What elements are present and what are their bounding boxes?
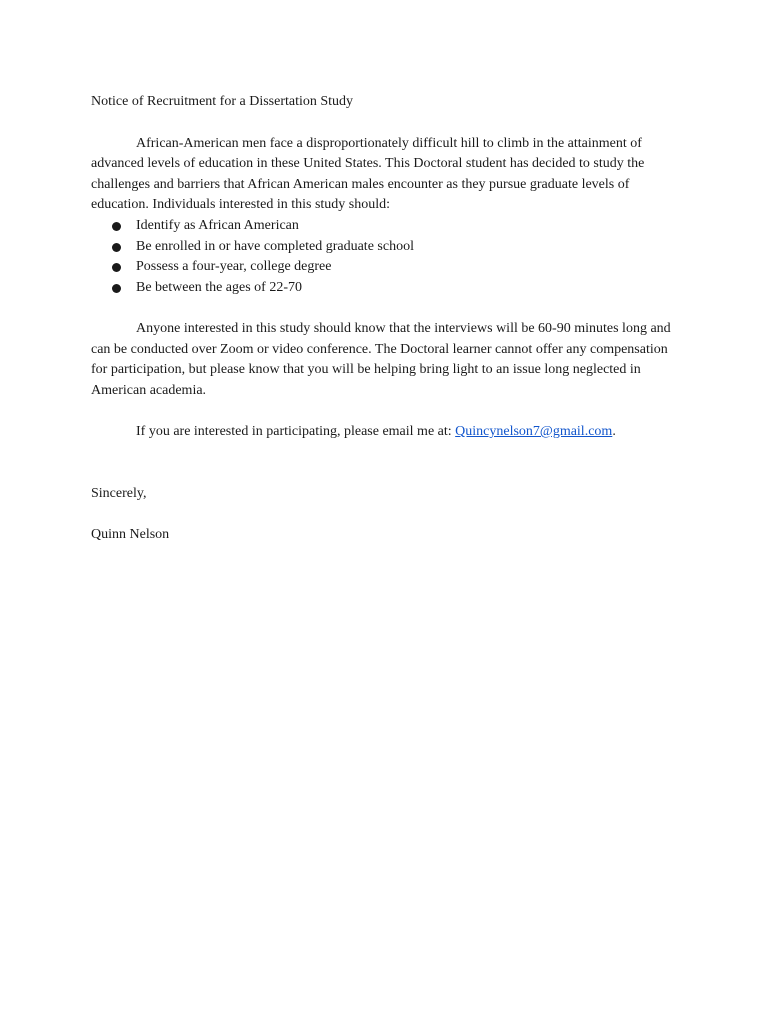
bullet-icon (112, 222, 121, 231)
document-title: Notice of Recruitment for a Dissertation Study (91, 94, 354, 109)
list-item (91, 216, 681, 237)
contact-suffix: . (612, 423, 616, 439)
list-item (91, 278, 681, 299)
list-item (91, 237, 681, 258)
intro-paragraph: African-American men face a disproportionately difficult hill to climb in the attainment of advanced levels of education in these United States. This Doctoral student has decided to study the challenges and barriers that African American males encounter as they pursue graduate levels of education. Individuals interested in this study should: (91, 135, 645, 213)
document-body (91, 92, 681, 545)
list-item-text: Identify as African American (136, 217, 299, 233)
spacer (91, 298, 681, 319)
eligibility-list (91, 216, 681, 298)
list-item-text: Be enrolled in or have completed graduate school (136, 238, 414, 254)
list-item-text: Possess a four-year, college degree (136, 259, 332, 275)
closing-text: Sincerely, (91, 485, 147, 501)
contact-prefix: If you are interested in participating, please email me at: (136, 423, 456, 439)
contact-paragraph (91, 422, 681, 443)
bullet-icon (112, 263, 121, 272)
spacer (91, 443, 681, 484)
details-paragraph: Anyone interested in this study should know that the interviews will be 60-90 minutes long and can be conducted over Zoom or video conference. The Doctoral learner cannot offer any compensation for participation, but please know that you will be helping bring light to an issue long neglected in American academia. (91, 320, 671, 398)
spacer (91, 113, 681, 134)
list-item (91, 257, 681, 278)
spacer (91, 504, 681, 525)
bullet-icon (112, 284, 121, 293)
spacer (91, 401, 681, 422)
list-item-text: Be between the ages of 22-70 (136, 279, 302, 295)
signature-name: Quinn Nelson (91, 526, 170, 542)
email-link[interactable]: Quincynelson7@gmail.com (455, 423, 613, 439)
bullet-icon (112, 243, 121, 252)
